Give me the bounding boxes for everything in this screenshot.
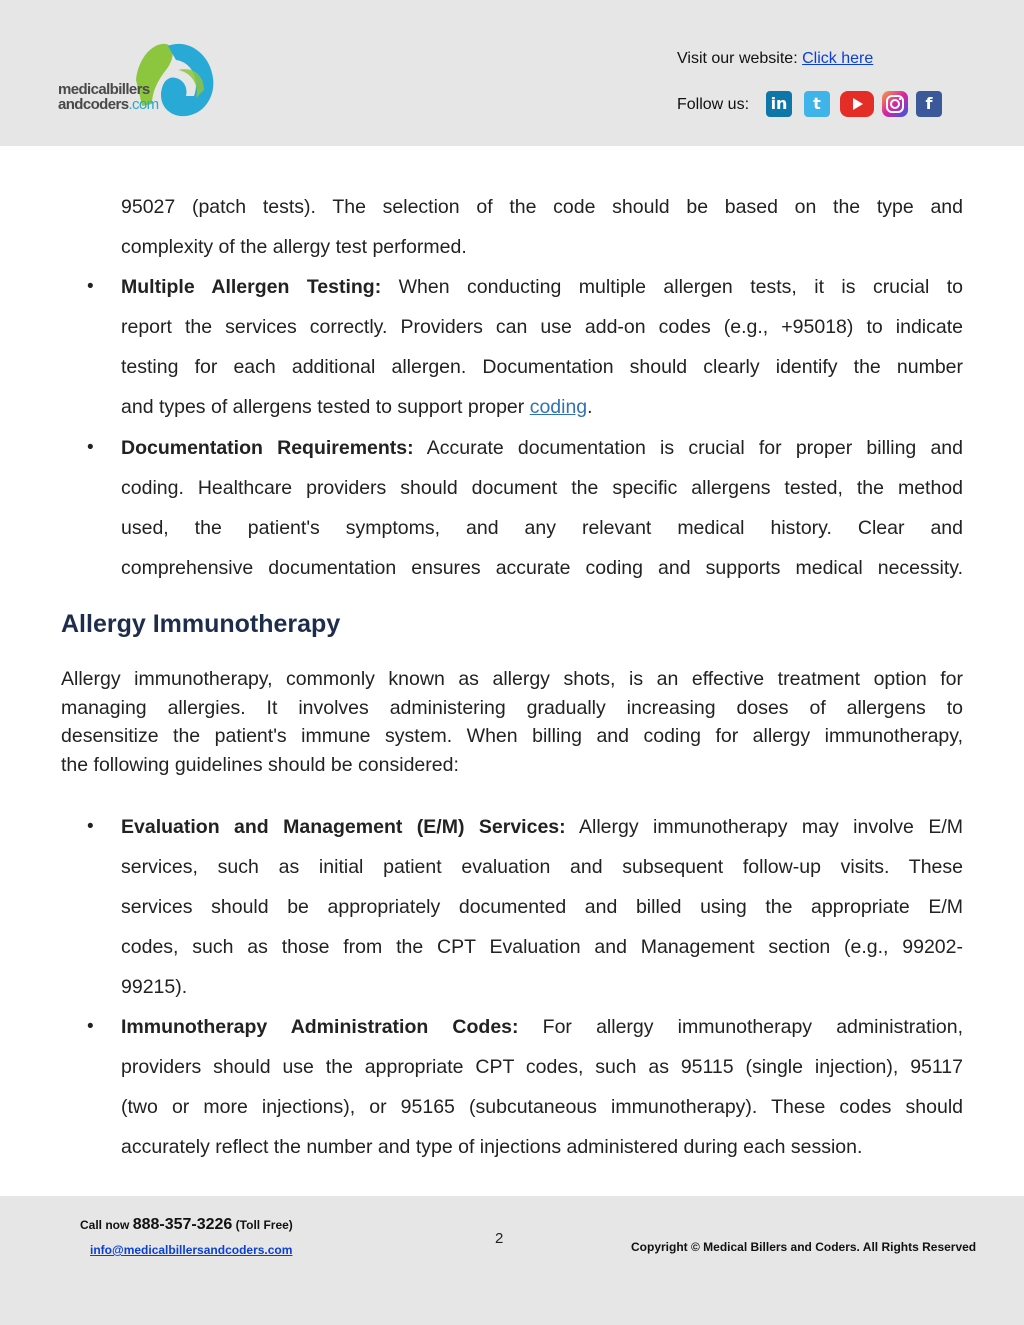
bullet-marker: • (87, 276, 94, 297)
intro-line-2: complexity of the allergy test performed. (121, 236, 467, 258)
bullet-title: Immunotherapy Administration Codes: (121, 1016, 519, 1038)
bullet-text: services, such as initial patient evaluation and subsequent follow-up visits. These (121, 856, 963, 878)
bullet-marker: • (87, 816, 94, 837)
bullet-text: (two or more injections), or 95165 (subcutaneous immunotherapy). These codes should (121, 1096, 963, 1118)
page-number: 2 (495, 1230, 504, 1247)
intro-line-1: 95027 (patch tests). The selection of the code should be based on the type and (121, 196, 963, 218)
bullet-text: 99215). (121, 976, 188, 998)
page-header (0, 0, 1024, 146)
bullet-text: used, the patient's symptoms, and any relevant medical history. Clear and (121, 517, 963, 539)
section-heading: Allergy Immunotherapy (61, 610, 341, 638)
coding-link[interactable]: coding (529, 396, 588, 418)
phone-number[interactable]: 888-357-3226 (132, 1216, 233, 1233)
facebook-icon[interactable]: f (916, 91, 942, 117)
bullet-text: codes, such as those from the CPT Evaluation and Management section (e.g., 99202- (121, 936, 963, 958)
list-item-last-line (121, 387, 963, 427)
visit-label: Visit our website: (677, 50, 798, 67)
paragraph-line: the following guidelines should be considered: (61, 753, 459, 776)
list-item (121, 1007, 963, 1047)
company-logo[interactable] (58, 40, 218, 122)
bullet-text: accurately reflect the number and type of injections administered during each session. (121, 1136, 863, 1158)
call-prefix: Call now (80, 1218, 130, 1232)
youtube-icon[interactable] (840, 91, 874, 117)
bullet-text: coding. Healthcare providers should document the specific allergens tested, the method (121, 477, 963, 499)
page-footer (0, 1196, 1024, 1325)
bullet-text: services should be appropriately documented and billed using the appropriate E/M (121, 896, 963, 918)
bullet-title: Documentation Requirements: (121, 437, 414, 459)
bullet-title: Multiple Allergen Testing: (121, 276, 382, 298)
bullet-text: testing for each additional allergen. Documentation should clearly identify the number (121, 356, 963, 378)
bullet-text: Accurate documentation is crucial for proper billing and (426, 437, 963, 459)
email-link[interactable]: info@medicalbillersandcoders.com (90, 1243, 293, 1257)
linkedin-icon[interactable]: in (766, 91, 792, 117)
follow-label: Follow us: (677, 96, 750, 113)
period: . (587, 396, 593, 418)
logo-wordmark (58, 82, 159, 112)
bullet-text: providers should use the appropriate CPT codes, such as 95115 (single injection), 95117 (121, 1056, 963, 1078)
paragraph-line: Allergy immunotherapy, commonly known as allergy shots, is an effective treatment option for (61, 668, 963, 690)
logo-line-1: medicalbillers (58, 81, 150, 98)
bullet-title: Evaluation and Management (E/M) Services: (121, 816, 566, 838)
instagram-icon[interactable] (882, 91, 908, 117)
bullet-text: comprehensive documentation ensures accurate coding and supports medical necessity. (121, 557, 963, 579)
bullet-text: Allergy immunotherapy may involve E/M (579, 816, 963, 838)
copyright-text: Copyright © Medical Billers and Coders. All Rights Reserved (631, 1240, 977, 1254)
bullet-text: For allergy immunotherapy administration, (542, 1016, 964, 1038)
call-now (80, 1216, 293, 1234)
twitter-icon[interactable]: t (804, 91, 830, 117)
bullet-text: When conducting multiple allergen tests, it is crucial to (398, 276, 963, 298)
website-link[interactable]: Click here (802, 50, 874, 67)
bullet-marker: • (87, 437, 94, 458)
list-item (121, 428, 963, 468)
bullet-marker: • (87, 1016, 94, 1037)
toll-free-label: (Toll Free) (235, 1218, 293, 1232)
list-item (121, 807, 963, 847)
list-item (121, 267, 963, 307)
paragraph (61, 665, 963, 779)
bullet-text: and types of allergens tested to support proper (121, 396, 525, 418)
paragraph-line: desensitize the patient's immune system. When billing and coding for allergy immunotherapy, (61, 725, 963, 747)
logo-suffix: .com (128, 96, 159, 113)
logo-line-2: andcoders (58, 96, 129, 113)
bullet-text: report the services correctly. Providers can use add-on codes (e.g., +95018) to indicate (121, 316, 963, 338)
paragraph-line: managing allergies. It involves administering gradually increasing doses of allergens to (61, 696, 963, 719)
visit-website (677, 50, 873, 68)
